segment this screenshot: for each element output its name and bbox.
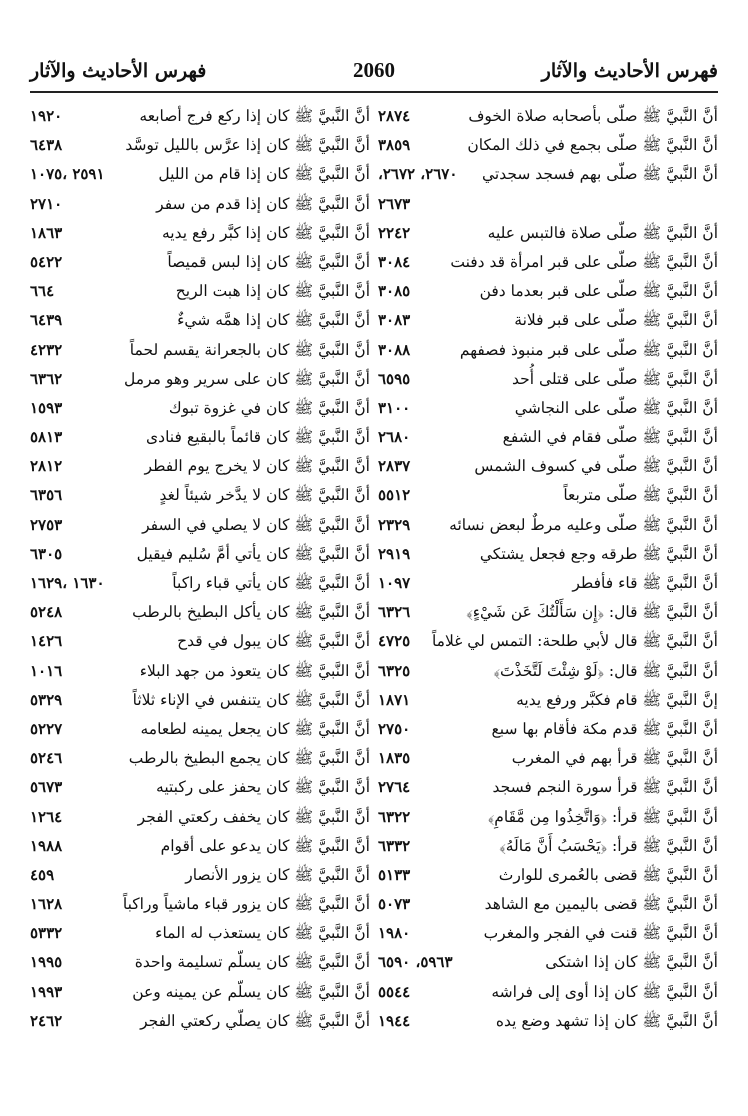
index-entry [378, 336, 718, 365]
entry-reference: ٢٨٧٤ [378, 107, 411, 125]
index-entry [30, 511, 370, 540]
index-entry [30, 569, 370, 598]
entry-text: أنَّ النَّبيَّ ﷺ كان يأكل البطيخ بالرطب [132, 603, 370, 622]
entry-text: أنَّ النَّبيَّ ﷺ كان يتعوذ من جهد البلاء [139, 661, 370, 680]
index-entry [378, 832, 718, 861]
entry-reference: ١٠٩٧ [378, 574, 411, 592]
entry-text: أنَّ النَّبيَّ ﷺ كان يدعو على أقوام [160, 836, 370, 855]
entry-text: أنَّ النَّبيَّ ﷺ كان يجمع البطيخ بالرطب [128, 749, 370, 768]
entry-reference: ٢٣٢٩ [378, 515, 411, 534]
entry-reference: ٥٦٧٣ [30, 778, 63, 797]
entry-text: أنَّ النَّبيَّ ﷺ كان يسلّم تسليمة واحدة [134, 953, 370, 972]
entry-text: أنَّ النَّبيَّ ﷺ كان إذا تشهد وضع يده [495, 1011, 718, 1030]
entry-text: أنَّ النَّبيَّ ﷺ كان إذا أوى إلى فراشه [491, 982, 718, 1001]
index-entry [378, 365, 718, 394]
entry-reference: ١٨٣٥ [378, 749, 411, 768]
entry-text: أنَّ النَّبيَّ ﷺ قال لأبي طلحة: التمس لي غلاماً [431, 632, 718, 651]
entry-reference: ٥٨١٣ [30, 428, 63, 447]
index-entry [30, 160, 370, 189]
entry-text: أنَّ النَّبيَّ ﷺ كان قائماً بالبقيع فنادى [146, 428, 370, 447]
index-entry [378, 540, 718, 569]
index-entry [378, 452, 718, 481]
entry-reference: ٢٨١٢ [30, 457, 63, 476]
index-entry [30, 657, 370, 686]
entry-text: أنَّ النَّبيَّ ﷺ كان يزور قباء ماشياً وراكباً [122, 895, 370, 914]
entry-reference: ٦٦٤ [30, 282, 55, 301]
index-entry [30, 803, 370, 832]
running-title-right: فهرس الأحاديث والآثار [541, 60, 718, 82]
entry-reference: ٦٣٥٦ [30, 486, 63, 505]
entry-reference: ٢٧١٠ [30, 194, 63, 213]
index-entry [378, 569, 718, 598]
index-entry [30, 715, 370, 744]
index-entry [30, 394, 370, 423]
index-entry [30, 365, 370, 394]
index-entry [378, 627, 718, 656]
index-entry [30, 744, 370, 773]
index-entry [30, 481, 370, 510]
entry-reference: ١٩٩٣ [30, 982, 63, 1001]
page-header [30, 56, 718, 90]
index-entry [378, 890, 718, 919]
entry-reference: ٢٢٤٢ [378, 223, 411, 242]
entry-reference: ١٩٢٠ [30, 107, 63, 125]
entry-text: أنَّ النَّبيَّ ﷺ كان في غزوة تبوك [168, 398, 370, 417]
entry-reference: ٢٨٣٧ [378, 457, 411, 476]
entry-text: أنَّ النَّبيَّ ﷺ صلّى على قبر امرأة قد دفنت [450, 252, 718, 271]
entry-text: أنَّ النَّبيَّ ﷺ قال: ﴿إِن سَأَلْتُكَ عَن شَيْءٍ﴾ [466, 603, 718, 622]
entry-reference: ٦٣٦٢ [30, 369, 63, 388]
index-entry [30, 861, 370, 890]
entry-reference: ٢٦٧٣ [378, 194, 411, 213]
entry-text: أنَّ النَّبيَّ ﷺ صلّى صلاة فالتبس عليه [487, 223, 718, 242]
entry-reference: ٢٧٦٤ [378, 778, 411, 797]
entry-reference: ٥٢٤٨ [30, 603, 63, 622]
entry-reference: ٥٩٦٣، ٦٥٩٠ [378, 953, 453, 972]
index-entry [378, 773, 718, 802]
index-entry [378, 1007, 718, 1036]
index-entry [30, 832, 370, 861]
index-entry [378, 919, 718, 948]
entry-text: أنَّ النَّبيَّ ﷺ قضى بالعُمرى للوارث [498, 865, 718, 884]
entry-reference: ٢٧٥٠ [378, 719, 411, 738]
entry-text: أنَّ النَّبيَّ ﷺ كان يخفف ركعتي الفجر [137, 807, 370, 826]
entry-reference: ٤٢٣٢ [30, 340, 63, 359]
entry-text: أنَّ النَّبيَّ ﷺ صلّى بجمع في ذلك المكان [467, 136, 718, 155]
entry-reference: ٢٦٧٠، ٢٦٧٢، [378, 165, 458, 184]
index-entry [378, 190, 718, 219]
index-entry [378, 277, 718, 306]
index-entry [30, 336, 370, 365]
entry-text: أنَّ النَّبيَّ ﷺ كان يجعل يمينه لطعامه [140, 719, 370, 738]
entry-reference: ٤٧٢٥ [378, 632, 411, 651]
entry-text: أنَّ النَّبيَّ ﷺ كان إذا لبس قميصاً [167, 252, 370, 271]
entry-reference: ٣٨٥٩ [378, 136, 411, 155]
entry-text: أنَّ النَّبيَّ ﷺ كان لا يصلي في السفر [142, 515, 370, 534]
entry-reference: ٦٣٢٢ [378, 807, 411, 826]
entry-text: أنَّ النَّبيَّ ﷺ كان يصلّي ركعتي الفجر [140, 1011, 370, 1030]
entry-text: أنَّ النَّبيَّ ﷺ كان إذا عرَّس بالليل توسَّد [125, 136, 370, 155]
page-number: 2060 [353, 58, 395, 82]
entry-reference: ١٨٦٣ [30, 223, 63, 242]
entry-text: أنَّ النَّبيَّ ﷺ صلّى في كسوف الشمس [474, 457, 718, 476]
right-column [378, 102, 718, 1036]
entry-reference: ٥٥١٢ [378, 486, 411, 505]
entry-text: أنَّ النَّبيَّ ﷺ كان إذا ركع فرج أصابعه [139, 107, 370, 125]
entry-reference: ٦٥٩٥ [378, 369, 411, 388]
entry-reference: ٢٤٦٢ [30, 1011, 63, 1030]
entry-text: أنَّ النَّبيَّ ﷺ قرأ: ﴿وَاتَّخِذُوا مِن مَّقَامِ﴾ [487, 807, 718, 826]
entry-reference: ١٨٧١ [378, 690, 411, 709]
entry-reference: ٥٣٣٢ [30, 924, 63, 943]
entry-text: أنَّ النَّبيَّ ﷺ قنت في الفجر والمغرب [483, 924, 718, 943]
entry-reference: ١٩٤٤ [378, 1011, 411, 1030]
index-entry [30, 219, 370, 248]
entry-text: أنَّ النَّبيَّ ﷺ كان إذا اشتكى [545, 953, 718, 972]
index-entry [30, 1007, 370, 1036]
entry-text: أنَّ النَّبيَّ ﷺ صلّى على قبر منبوذ فصفهم [459, 340, 718, 359]
index-entry [378, 423, 718, 452]
index-entry [378, 978, 718, 1007]
entry-reference: ١٦٢٨ [30, 895, 63, 914]
entry-text: أنَّ النَّبيَّ ﷺ قرأ: ﴿يَحْسَبُ أَنَّ مَالَهُ﴾ [499, 836, 718, 855]
index-entry [378, 715, 718, 744]
entry-reference: ٣١٠٠ [378, 398, 411, 417]
entry-reference: ٥٤٢٢ [30, 252, 63, 271]
entry-reference: ٢٧٥٣ [30, 515, 63, 534]
entry-reference: ٦٣٠٥ [30, 544, 63, 563]
entry-text: إنَّ النَّبيَّ ﷺ قام فكبَّر ورفع يديه [516, 690, 718, 709]
entry-text: أنَّ النَّبيَّ ﷺ قدم مكة فأقام بها سبع [491, 719, 718, 738]
entry-text: أنَّ النَّبيَّ ﷺ صلّى على قبر فلانة [514, 311, 718, 330]
entry-text: أنَّ النَّبيَّ ﷺ صلّى بهم فسجد سجدتي [481, 165, 718, 184]
entry-text: أنَّ النَّبيَّ ﷺ قرأ سورة النجم فسجد [492, 778, 718, 797]
entry-reference: ١٢٦٤ [30, 807, 63, 826]
index-entry [30, 306, 370, 335]
index-entry [378, 803, 718, 832]
entry-text: أنَّ النَّبيَّ ﷺ صلّى بأصحابه صلاة الخوف [468, 107, 718, 125]
entry-text: أنَّ النَّبيَّ ﷺ كان على سرير وهو مرمل [124, 369, 370, 388]
entry-reference: ١٠١٦ [30, 661, 63, 680]
entry-reference: ٥٣٢٩ [30, 690, 63, 709]
entry-text: أنَّ النَّبيَّ ﷺ كان لا يخرج يوم الفطر [144, 457, 370, 476]
index-entry [378, 481, 718, 510]
entry-text: أنَّ النَّبيَّ ﷺ قضى باليمين مع الشاهد [484, 895, 718, 914]
index-entry [378, 657, 718, 686]
index-entry [30, 190, 370, 219]
entry-reference: ٥٢٢٧ [30, 719, 63, 738]
entry-reference: ٦٣٢٥ [378, 661, 411, 680]
index-entry [378, 102, 718, 131]
entry-text: أنَّ النَّبيَّ ﷺ صلّى متربعاً [563, 486, 718, 505]
running-title-left: فهرس الأحاديث والآثار [30, 60, 207, 82]
entry-text: أنَّ النَّبيَّ ﷺ صلّى فقام في الشفع [502, 428, 718, 447]
entry-text: أنَّ النَّبيَّ ﷺ قرأ بهم في المغرب [511, 749, 718, 768]
entry-text: أنَّ النَّبيَّ ﷺ كان يبول في قدح [177, 632, 370, 651]
entry-text: أنَّ النَّبيَّ ﷺ صلّى على قتلى أُحد [512, 369, 718, 388]
index-entry [30, 277, 370, 306]
index-entry [378, 394, 718, 423]
entry-text: أنَّ النَّبيَّ ﷺ كان إذا هبت الريح [175, 282, 370, 301]
index-entry [30, 423, 370, 452]
entry-reference: ٥١٣٣ [378, 865, 411, 884]
index-entry [378, 306, 718, 335]
entry-reference: ٣٠٨٣ [378, 311, 411, 330]
entry-text: أنَّ النَّبيَّ ﷺ كان لا يدَّخر شيئاً لغدٍ [159, 486, 370, 505]
entry-text: أنَّ النَّبيَّ ﷺ صلّى وعليه مرطٌ لبعض نسائه [449, 515, 718, 534]
index-entry [30, 948, 370, 977]
entry-reference: ٥٠٧٣ [378, 895, 411, 914]
entry-text: أنَّ النَّبيَّ ﷺ كان يأتي قباء راكباً [172, 574, 370, 592]
index-entry [30, 540, 370, 569]
index-entry [378, 744, 718, 773]
entry-text: أنَّ النَّبيَّ ﷺ كان يسلّم عن يمينه وعن [132, 982, 370, 1001]
index-entry [378, 219, 718, 248]
entry-reference: ٤٥٩ [30, 865, 55, 884]
entry-reference: ٢٦٨٠ [378, 428, 411, 447]
index-entry [378, 160, 718, 189]
index-entry [30, 919, 370, 948]
entry-text: أنَّ النَّبيَّ ﷺ صلّى على النجاشي [514, 398, 718, 417]
entry-reference: ٥٢٤٦ [30, 749, 63, 768]
entry-reference: ٣٠٨٥ [378, 282, 411, 301]
entry-reference: ٦٣٣٢ [378, 836, 411, 855]
index-entry [378, 861, 718, 890]
entry-text: أنَّ النَّبيَّ ﷺ قال: ﴿لَوْ شِئْتَ لَتَّخَذْتَ﴾ [493, 661, 718, 680]
entry-text: أنَّ النَّبيَّ ﷺ كان يزور الأنصار [185, 865, 370, 884]
index-entry [30, 102, 370, 131]
entry-text: أنَّ النَّبيَّ ﷺ كان يتنفس في الإناء ثلاثاً [132, 690, 370, 709]
entry-reference: ٦٤٣٩ [30, 311, 63, 330]
index-entry [378, 598, 718, 627]
entry-text: أنَّ النَّبيَّ ﷺ كان بالجعرانة يقسم لحماً [129, 340, 370, 359]
entry-reference: ٢٩١٩ [378, 544, 411, 563]
index-entry [30, 978, 370, 1007]
entry-reference: ٢٥٩١ ،١٠٧٥ [30, 165, 105, 184]
entry-reference: ١٤٢٦ [30, 632, 63, 651]
index-entry [30, 131, 370, 160]
index-entry [378, 686, 718, 715]
entry-reference: ٦٣٢٦ [378, 603, 411, 622]
index-entry [30, 452, 370, 481]
entry-text: أنَّ النَّبيَّ ﷺ كان إذا همَّه شيءٌ [177, 311, 370, 330]
entry-text: أنَّ النَّبيَّ ﷺ كان إذا كبَّر رفع يديه [161, 223, 370, 242]
index-entry [30, 686, 370, 715]
entry-reference: ١٥٩٣ [30, 398, 63, 417]
entry-text: أنَّ النَّبيَّ ﷺ قاء فأفطر [572, 574, 718, 592]
entry-text: أنَّ النَّبيَّ ﷺ كان يحفز على ركبتيه [156, 778, 370, 797]
index-entry [30, 627, 370, 656]
index-entry [30, 773, 370, 802]
entry-reference: ١٩٩٥ [30, 953, 63, 972]
index-entry [378, 131, 718, 160]
index-entry [30, 598, 370, 627]
entry-text: أنَّ النَّبيَّ ﷺ كان إذا قام من الليل [158, 165, 370, 184]
entry-text: أنَّ النَّبيَّ ﷺ صلّى على قبر بعدما دفن [479, 282, 718, 301]
entry-text: أنَّ النَّبيَّ ﷺ كان يأتي أمَّ سُليم فيقيل [136, 544, 370, 563]
entry-reference: ٦٤٣٨ [30, 136, 63, 155]
left-column [30, 102, 370, 1036]
index-entry [378, 948, 718, 977]
index-entry [30, 248, 370, 277]
entry-reference: ١٩٨٠ [378, 924, 411, 943]
entry-text: أنَّ النَّبيَّ ﷺ كان يستعذب له الماء [155, 924, 370, 943]
index-entry [378, 248, 718, 277]
index-entry [378, 511, 718, 540]
entry-reference: ٣٠٨٤ [378, 252, 411, 271]
index-entry [30, 890, 370, 919]
entry-text: أنَّ النَّبيَّ ﷺ كان إذا قدم من سفر [156, 194, 370, 213]
entry-reference: ١٦٣٠ ،١٦٢٩ [30, 574, 105, 592]
entry-reference: ١٩٨٨ [30, 836, 63, 855]
entry-reference: ٣٠٨٨ [378, 340, 411, 359]
header-rule [30, 91, 718, 93]
entry-reference: ٥٥٤٤ [378, 982, 411, 1001]
entry-text: أنَّ النَّبيَّ ﷺ طرقه وجع فجعل يشتكي [479, 544, 718, 563]
